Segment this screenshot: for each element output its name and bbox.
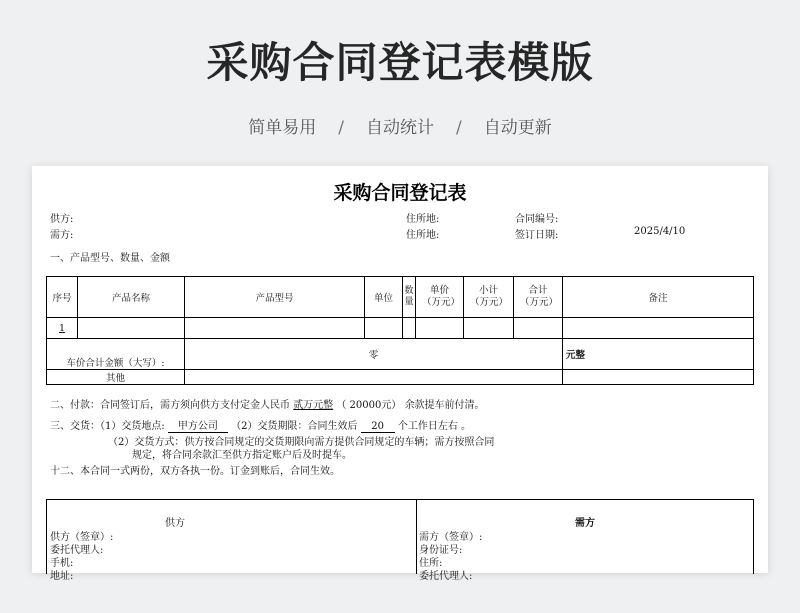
supplier-sign-title: 供方 [165,518,185,529]
banner-taglines [0,113,800,138]
total-amount-value: 零 [185,339,563,370]
row-cell[interactable] [464,318,514,339]
total-amount-label: 车价合计金额（大写）: [47,339,185,370]
payment-clause [50,396,485,411]
col-header-seq: 序号 [47,277,78,318]
supplier-agent-line: 委托代理人: [50,545,104,556]
page-banner-title: 采购合同登记表模版 [206,38,594,87]
contract-no-label: 合同编号: [515,214,559,225]
delivery-method-line1: （2）交货方式：供方按合同规定的交货期限向需方提供合同规定的车辆；需方按照合同 [108,437,495,448]
buyer-agent-line: 委托代理人: [419,571,473,582]
col-header-qty: 数量 [403,277,416,318]
tag-separator: / [338,118,344,138]
row-cell[interactable] [403,318,416,339]
row-cell[interactable] [185,318,365,339]
col-header-unit: 单位 [365,277,403,318]
document-title: 采购合同登记表 [333,182,467,204]
tag-auto-stats: 自动统计 [366,118,434,138]
clause-twelve: 十二、本合同一式两份，双方各执一份。订金到账后，合同生效。 [50,466,340,477]
col-header-model: 产品型号 [185,277,365,318]
sign-date-value: 2025/4/10 [634,226,686,237]
buyer-label: 需方: [50,230,74,241]
delivery-period-label: （2）交货期限：合同生效后 [231,421,358,432]
col-header-name: 产品名称 [78,277,185,318]
col-header-subtotal: 小计（万元） [464,277,514,318]
supplier-address-label: 住所地: [406,214,440,225]
other-row [47,370,754,385]
delivery-prefix: 三、交货：（1）交货地点: [50,421,165,432]
other-label: 其他 [47,370,185,385]
product-table [46,276,754,385]
col-header-total: 合计（万元） [514,277,563,318]
total-amount-row [47,339,754,370]
other-remark[interactable] [563,370,754,385]
payment-suffix: 余款提车前付清。 [404,400,485,411]
delivery-days: 20 [361,421,395,433]
row-cell[interactable] [416,318,464,339]
buyer-sign-title: 需方 [575,518,595,529]
col-header-remark: 备注 [563,277,754,318]
row-cell[interactable] [78,318,185,339]
buyer-id-line: 身份证号: [419,545,463,556]
signature-divider [416,500,417,574]
signature-box [46,499,754,582]
supplier-seal-line: 供方（签章）: [50,532,114,543]
table-header-row [47,277,754,318]
section-products-heading: 一、产品型号、数量、金额 [50,253,170,264]
tag-auto-update: 自动更新 [483,118,552,138]
sign-date-label: 签订日期: [515,230,559,241]
total-amount-unit: 元整 [563,339,754,370]
document-sheet [32,166,768,582]
tag-separator: / [456,118,462,138]
delivery-period-suffix: 个工作日左右 。 [397,421,472,432]
row-cell[interactable] [365,318,403,339]
buyer-address-label: 住所地: [406,230,440,241]
col-header-price: 单价（万元） [416,277,464,318]
delivery-clause [50,417,471,433]
payment-amount-num: （ 20000元） [336,400,402,411]
delivery-place: 甲方公司 [168,417,228,433]
table-row [47,318,754,339]
supplier-phone-line: 手机: [50,558,74,569]
row-cell[interactable] [514,318,563,339]
row-cell[interactable] [563,318,754,339]
supplier-address-line: 地址: [50,571,74,582]
buyer-residence-line: 住所: [419,558,443,569]
row-seq: 1 [58,322,66,334]
payment-prefix: 二、付款：合同签订后，需方须向供方支付定金人民币 [50,400,290,411]
supplier-label: 供方: [50,214,74,225]
delivery-method-line2: 规定，将合同余款汇至供方指定账户后及时提车。 [132,450,352,461]
tag-easy: 简单易用 [248,118,317,138]
other-value[interactable] [185,370,563,385]
buyer-seal-line: 需方（签章）: [419,532,483,543]
payment-amount-cn: 贰万元整 [293,400,334,411]
